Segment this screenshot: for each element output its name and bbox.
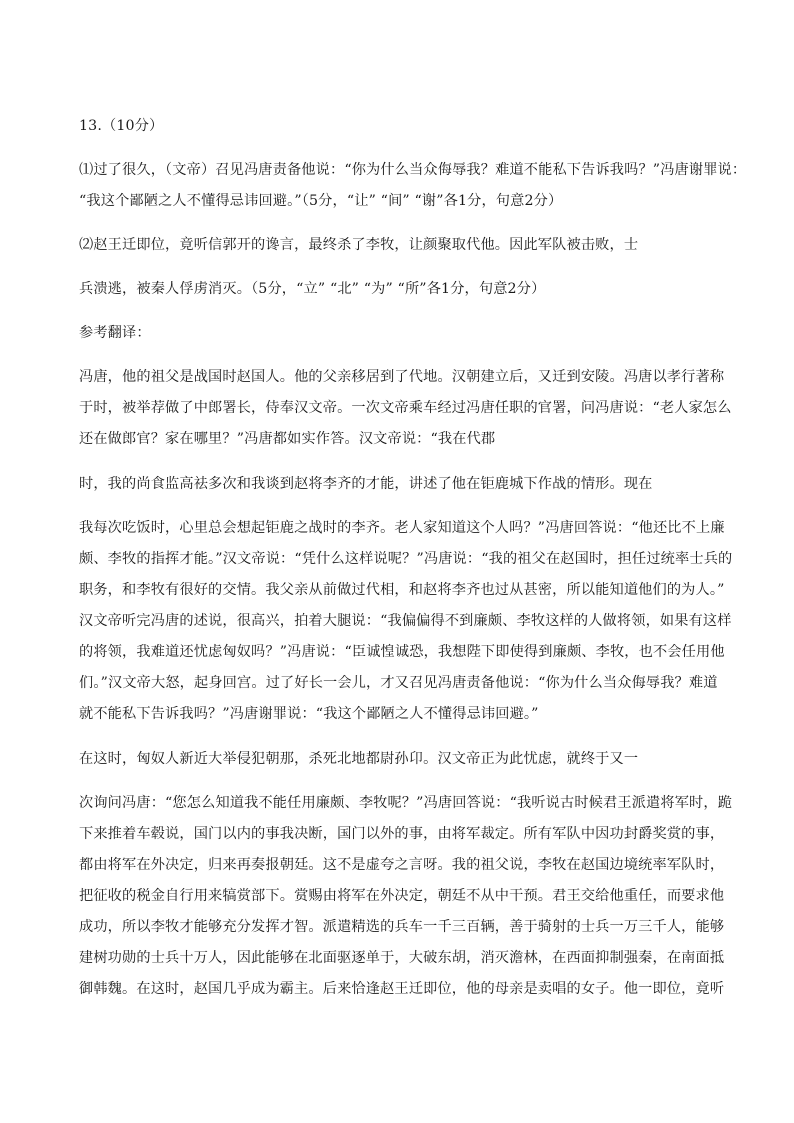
paragraph-line: 冯唐，他的祖父是战国时赵国人。他的父亲移居到了代地。汉朝建立后，又迁到安陵。冯唐以孝行著称 [79,369,725,385]
paragraph-line: 们。”汉文帝大怒，起身回宫。过了好长一会儿，才又召见冯唐责备他说：“你为什么当众侮辱我？难道 [79,675,718,691]
paragraph-line: 把征收的税金自行用来犒赏部下。赏赐由将军在外决定，朝廷不从中干预。君王交给他重任，而要求他 [79,888,725,904]
paragraph-line: 职务，和李牧有很好的交情。我父亲从前做过代相，和赵将李齐也过从甚密，所以能知道他们的为人。” [79,582,725,598]
translation-label: 参考翻译： [79,325,151,341]
paragraph-line: 于时，被举荐做了中郎署长，侍奉汉文帝。一次文帝乘车经过冯唐任职的官署，问冯唐说：“老人家怎么 [79,400,732,416]
paragraph-line: 就不能私下告诉我吗？”冯唐谢罪说：“我这个鄙陋之人不懂得忌讳回避。” [79,706,539,722]
paragraph-line: 的将领，我难道还忧虑匈奴吗？”冯唐说：“臣诚惶诚恐，我想陛下即使得到廉颇、李牧，也不会任用他 [79,644,725,660]
answer-2-line-2: 兵溃逃，被秦人俘虏消灭。（5分，“立” “北” “为” “所”各1分，句意2分） [79,281,546,297]
paragraph-line: 颇、李牧的指挥才能。”汉文帝说：“凭什么这样说呢？”冯唐说：“我的祖父在赵国时，担任过统率士兵的 [79,551,733,567]
paragraph-line: 还在做郎官？家在哪里？”冯唐都如实作答。汉文帝说：“我在代郡 [79,431,496,447]
answer-1-line-1: ⑴过了很久，（文帝）召见冯唐责备他说：“你为什么当众侮辱我？难道不能私下告诉我吗？”冯唐谢罪说： [79,162,747,178]
paragraph-line: 时，我的尚食监高祛多次和我谈到赵将李齐的才能，讲述了他在钜鹿城下作战的情形。现在 [79,476,653,492]
paragraph-line: 汉文帝听完冯唐的述说，很高兴，拍着大腿说：“我偏偏得不到廉颇、李牧这样的人做将领，如果有这样 [79,613,732,629]
answer-1-line-2: “我这个鄙陋之人不懂得忌讳回避。”（5分，“让” “间” “谢”各1分，句意2分） [79,193,563,209]
paragraph-line: 御韩魏。在这时，赵国几乎成为霸主。后来恰逢赵王迁即位，他的母亲是卖唱的女子。他一即位，竟听 [79,981,725,997]
paragraph-line: 建树功勋的士兵十万人，因此能够在北面驱逐单于，大破东胡，消灭澹林，在西面抑制强秦，在南面抵 [79,950,725,966]
question-header: 13.（10分） [79,118,164,134]
paragraph-line: 我每次吃饭时，心里总会想起钜鹿之战时的李齐。老人家知道这个人吗？”冯唐回答说：“他还比不上廉 [79,520,725,536]
paragraph-line: 下来推着车毂说，国门以内的事我决断，国门以外的事，由将军裁定。所有军队中因功封爵奖赏的事， [79,826,725,842]
paragraph-line: 都由将军在外决定，归来再奏报朝廷。这不是虚夸之言呀。我的祖父说，李牧在赵国边境统率军队时， [79,857,725,873]
paragraph-line: 成功，所以李牧才能够充分发挥才智。派遣精选的兵车一千三百辆，善于骑射的士兵一万三千人，能够 [79,919,725,935]
paragraph-line: 在这时，匈奴人新近大举侵犯朝那，杀死北地都尉孙卬。汉文帝正为此忧虑，就终于又一 [79,751,639,767]
answer-2-line-1: ⑵赵王迁即位，竟听信郭开的谗言，最终杀了李牧，让颜聚取代他。因此军队被击败，士 [79,237,639,253]
paragraph-line: 次询问冯唐：“您怎么知道我不能任用廉颇、李牧呢？”冯唐回答说：“我听说古时候君王派遣将军时，跪 [79,795,733,811]
